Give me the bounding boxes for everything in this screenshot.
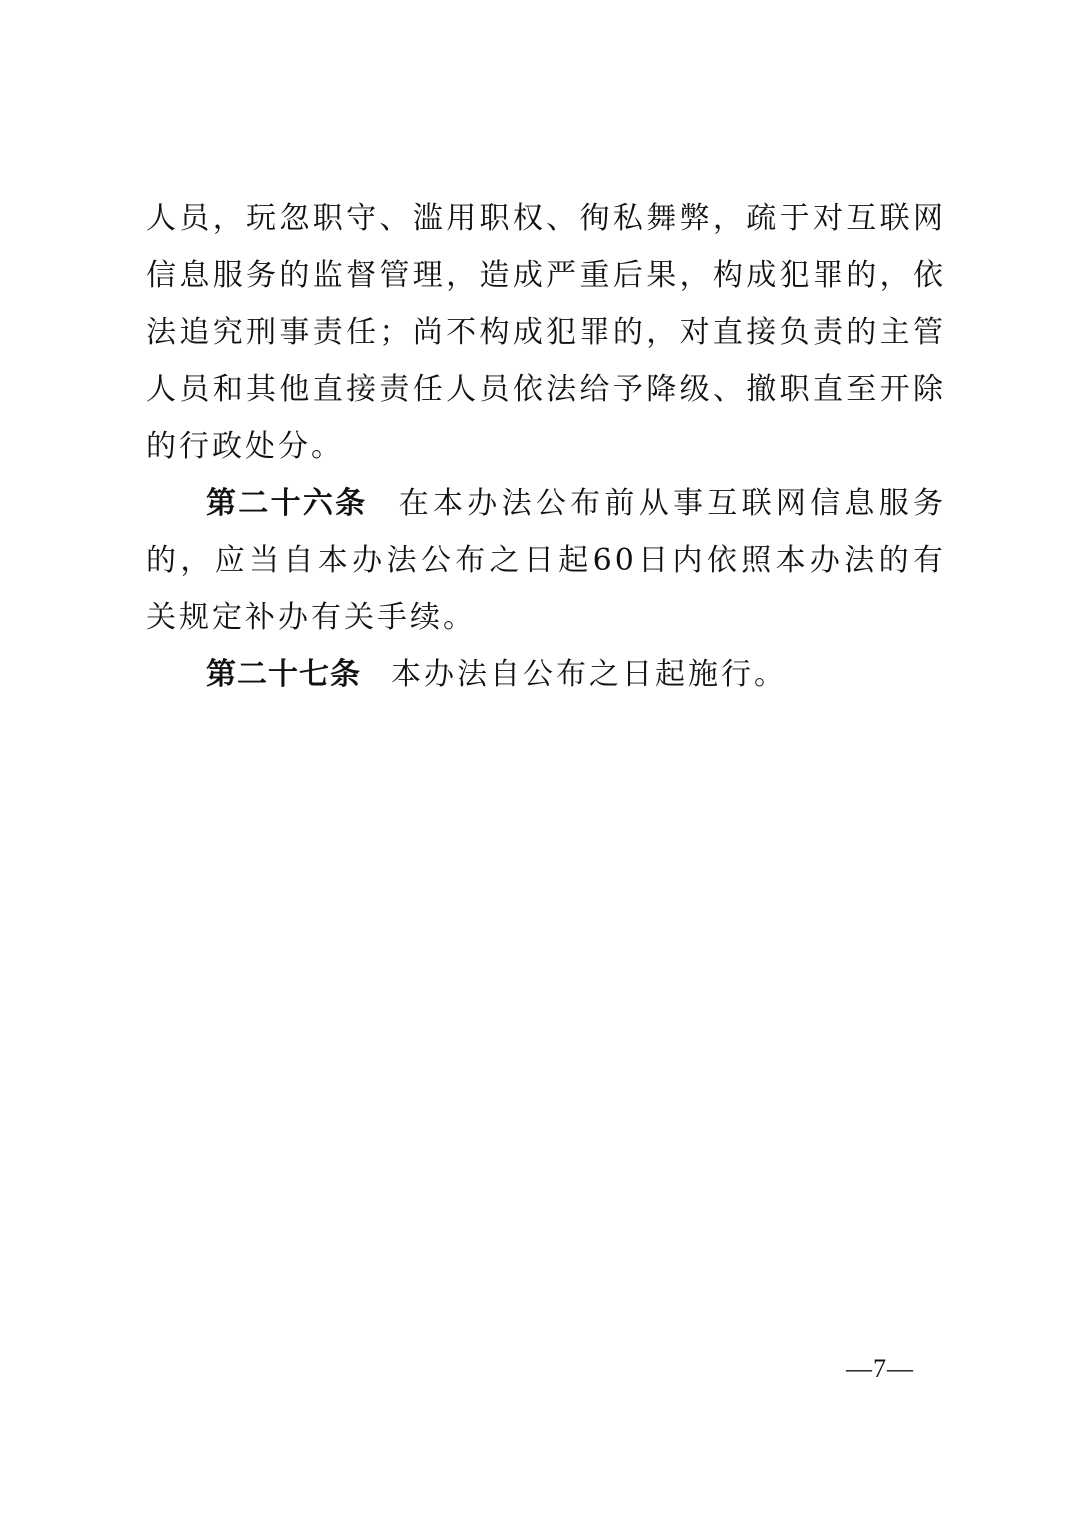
article-number: 第二十七条 <box>206 657 361 692</box>
page-number: —7— <box>846 1354 914 1383</box>
article-26 <box>146 475 946 646</box>
article-27 <box>146 646 946 703</box>
article-number: 第二十六条 <box>206 486 368 521</box>
paragraph-text: 人员，玩忽职守、滥用职权、徇私舞弊，疏于对互联网信息服务的监督管理，造成严重后果，构成犯罪的，依法追究刑事责任；尚不构成犯罪的，对直接负责的主管人员和其他直接责任人员依法给予降级、撤职直至开除的行政处分。 <box>146 201 946 464</box>
article-text: 在本办法公布前从事互联网信息服务的，应当自本办法公布之日起60日内依照本办法的有关规定补办有关手续。 <box>146 486 947 635</box>
paragraph-continuation <box>146 190 946 475</box>
body-text <box>146 190 946 703</box>
article-text: 本办法自公布之日起施行。 <box>391 657 787 692</box>
